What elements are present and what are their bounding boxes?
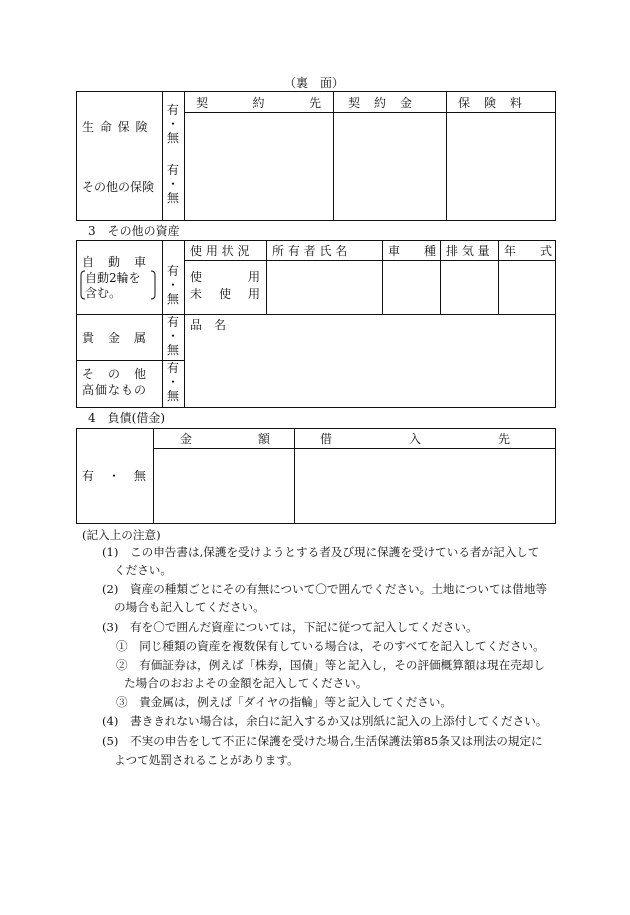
note-5-cont: よつて処罰されることがあります。 (114, 753, 299, 767)
life-insurance-yes-no[interactable]: 有 ・ 無 (166, 103, 179, 145)
premium-header: 保 険 料 (458, 96, 524, 110)
car-note-bracket: 自動2輪を 含む。 (80, 270, 156, 300)
notes-heading: (記入上の注意) (82, 528, 161, 542)
note-4: (4) 書ききれない場合は，余白に記入するか又は別紙に記入の上添付してください。 (102, 714, 548, 728)
other-insurance-label: その他の保険 (82, 180, 155, 194)
other-valuables-label-2: 高価なもの (82, 383, 148, 397)
precious-metal-label: 貴 金 属 (82, 331, 148, 345)
other-insurance-yes-no[interactable]: 有 ・ 無 (166, 163, 179, 205)
note-1: (1) この申告書は,保護を受けようとする者及び現に保護を受けている者が記入して (102, 545, 540, 559)
note-3: (3) 有を〇で囲んだ資産については，下記に従つて記入してください。 (102, 620, 478, 634)
life-insurance-label: 生 命 保 険 (82, 120, 149, 134)
car-yes-no[interactable]: 有 ・ 無 (166, 264, 179, 306)
car-label: 自 動 車 (82, 255, 148, 269)
model-year-header: 年 式 (504, 244, 553, 258)
other-valuables-label-1: そ の 他 (82, 367, 148, 381)
note-5: (5) 不実の申告をして不正に保護を受けた場合,生活保護法第85条又は刑法の規定に (102, 734, 543, 748)
item-name-label: 品 名 (190, 318, 227, 332)
amount-header: 金 額 (180, 432, 270, 446)
usage-unused[interactable]: 未 使 用 (190, 287, 260, 301)
displacement-header: 排 気 量 (446, 244, 490, 258)
note-2-cont: の場合も記入してください。 (114, 600, 265, 614)
precious-metal-yes-no[interactable]: 有 ・ 無 (166, 315, 179, 357)
note-1-cont: ください。 (114, 563, 172, 577)
section3-title: 3 その他の資産 (88, 224, 180, 238)
debt-yes-no[interactable]: 有 ・ 無 (82, 469, 148, 483)
owner-name-header: 所 有 者 氏 名 (272, 244, 348, 258)
car-type-header: 車 種 (388, 244, 437, 258)
lender-header: 借 入 先 (320, 432, 510, 446)
page-title: （裏 面） (284, 76, 345, 90)
other-valuables-yes-no[interactable]: 有 ・ 無 (166, 361, 179, 403)
usage-status-header: 使 用 状 況 (190, 244, 250, 258)
note-3-3: ③ 貴金属は，例えば「ダイヤの指輪」等と記入してください。 (116, 695, 452, 709)
section4-title: 4 負債(借金) (88, 411, 165, 425)
note-2: (2) 資産の種類ごとにその有無について〇で囲んでください。土地については借地等 (102, 582, 547, 596)
contract-amount-header: 契 約 金 (348, 96, 414, 110)
note-3-2-cont: た場合のおおよその金額を記入してください。 (124, 676, 368, 690)
contract-party-header: 契 約 先 (196, 96, 321, 110)
note-3-1: ① 同じ種類の資産を複数保有している場合は，そのすべてを記入してください。 (116, 639, 545, 653)
note-3-2: ② 有価証券は，例えば「株券，国債」等と記入し，その評価概算額は現在売却し (116, 658, 545, 672)
usage-in-use[interactable]: 使 用 (190, 270, 260, 284)
